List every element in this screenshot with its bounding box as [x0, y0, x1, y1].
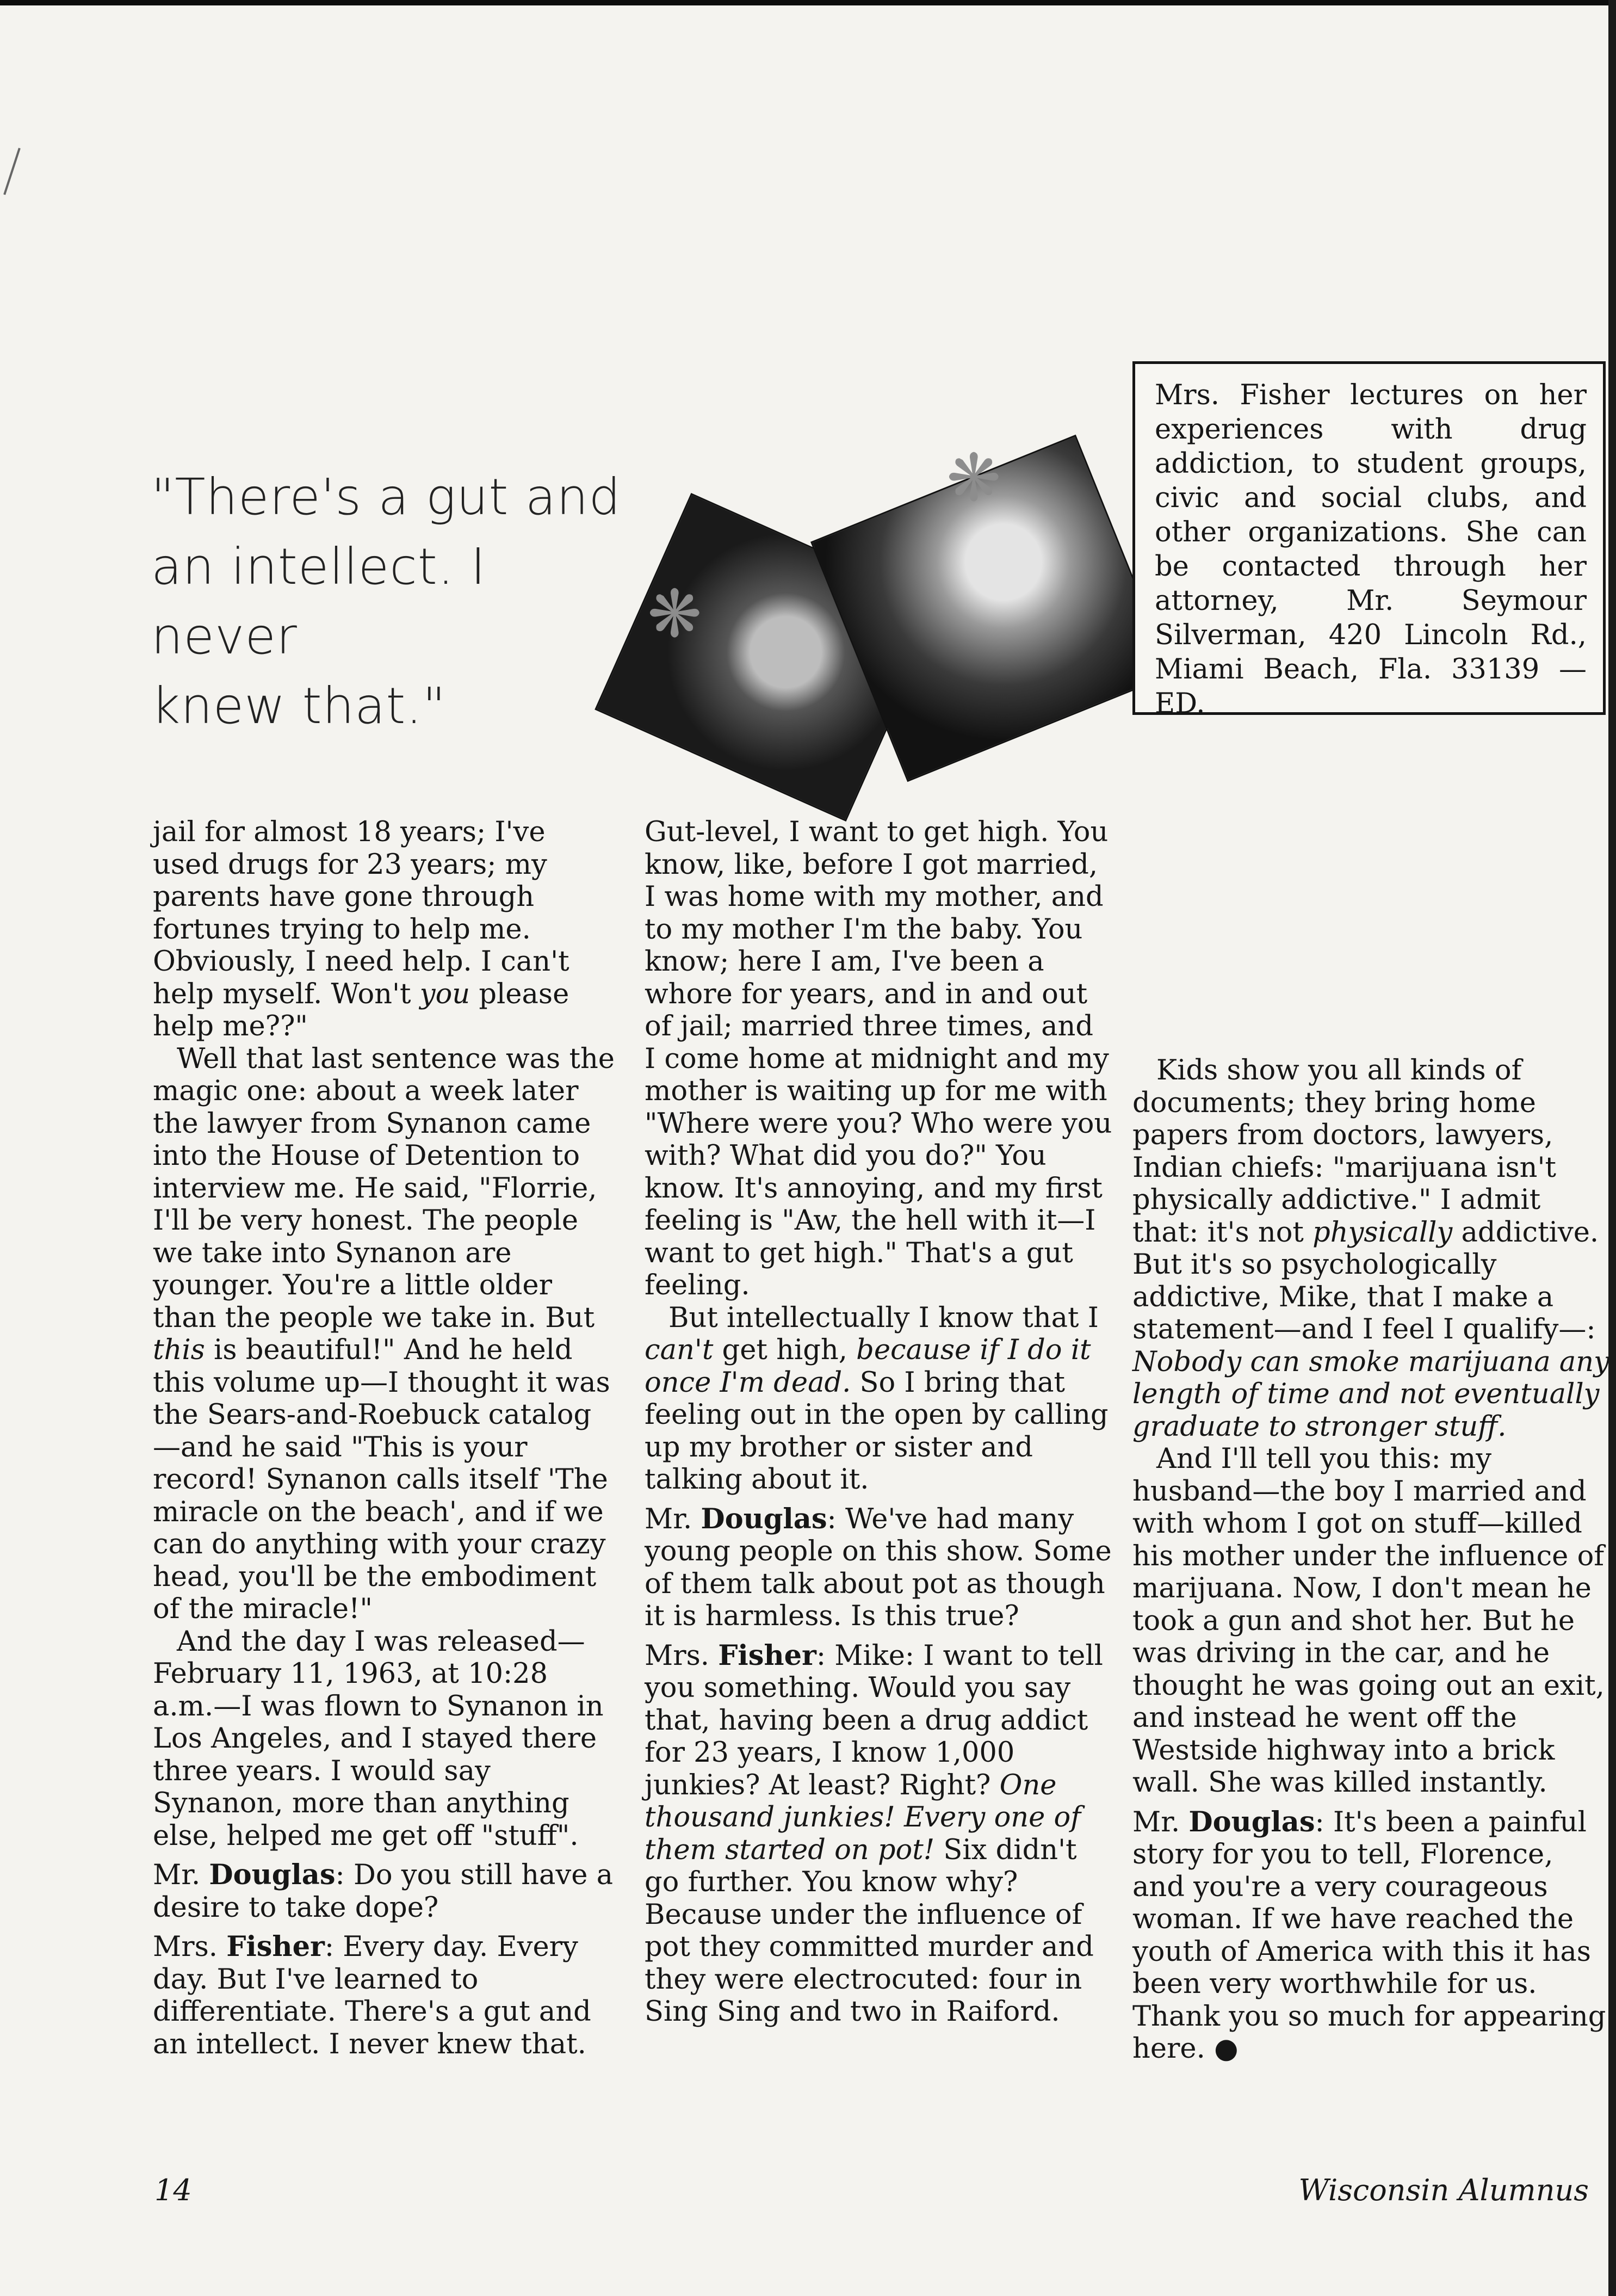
article-column-2	[645, 816, 1112, 2028]
photo-collage	[598, 441, 1153, 838]
emphasis: physically	[1312, 1216, 1453, 1249]
editor-note-box	[1132, 361, 1606, 720]
emphasis: can't	[645, 1334, 714, 1366]
paragraph: And the day I was released—February 11, 1963, at 10:28 a.m.—I was flown to Synanon in Los Angeles, and I stayed there three years. I would say Synanon, more than anything else, helped me get off "stuff".	[153, 1625, 604, 1852]
interview-answer: Mrs. Fisher: Every day. Every day. But I've learned to differentiate. There's a gut and an intellect. I never knew that.	[153, 1930, 591, 2060]
interview-question: Mr. Douglas: It's been a painful story for you to tell, Florence, and you're a very courageous woman. If we have reached the youth of America with this it has been very worthwhile for us. Thank you so much for appearing here. ●	[1132, 1805, 1606, 2065]
paragraph: jail for almost 18 years; I've used drugs for 23 years; my parents have gone through fortunes trying to help me. Obviously, I need help. I can't help myself. Won't you please help me??"	[153, 816, 569, 1042]
speaker-name: Douglas	[209, 1859, 336, 1891]
emphasis: because if I do it once I'm dead.	[645, 1334, 1091, 1399]
pull-quote	[151, 462, 641, 741]
page-top-edge	[0, 0, 1616, 5]
flower-decoration-icon: ❋	[946, 441, 1001, 516]
speaker-name: Fisher	[718, 1639, 816, 1672]
margin-pencil-mark	[3, 148, 21, 195]
article-column-1	[153, 816, 615, 2060]
emphasis: One thousand junkies! Every one of them started on pot!	[645, 1769, 1081, 1866]
paragraph: But intellectually I know that I can't get high, because if I do it once I'm dead. So I bring that feeling out in the open by calling up my brother or sister and talking about it.	[645, 1301, 1109, 1496]
flower-decoration-icon: ❋	[647, 577, 702, 652]
paragraph: And I'll tell you this: my husband—the boy I married and with whom I got on stuff—killed his mother under the influence of marijuana. Now, I don't mean he took a gun and shot her. But he was driving in the car, and he thought he was going out an exit, and instead he went off the Westside highway into a brick wall. She was killed instantly.	[1132, 1443, 1605, 1799]
pull-quote-line-3: knew that."	[151, 677, 447, 735]
editor-note-text: Mrs. Fisher lectures on her experiences with drug addiction, to student groups, civic and social clubs, and other organizations. She can be contacted through her attorney, Mr. Seymour Silverman, 420 Lincoln Rd., Miami Beach, Fla. 33139 —ED.	[1155, 379, 1587, 720]
magazine-title: Wisconsin Alumnus	[1298, 2173, 1589, 2207]
pull-quote-line-1: "There's a gut and	[151, 468, 621, 526]
page-number: 14	[154, 2173, 192, 2207]
emphasis: you	[419, 978, 470, 1010]
paragraph: Gut-level, I want to get high. You know, like, before I got married, I was home with my mother, and to my mother I'm the baby. You know; here I am, I've been a whore for years, and in and out of jail; married three times, and I come home at midnight and my mother is waiting up for me with "Where were you? Who were you with? What did you do?" You know. It's annoying, and my first feeling is "Aw, the hell with it—I want to get high." That's a gut feeling.	[645, 816, 1112, 1301]
interview-answer: Mrs. Fisher: Mike: I want to tell you something. Would you say that, having been a drug addict for 23 years, I know 1,000 junkies? At least? Right? One thousand junkies! Every one of them started on pot! Six didn't go further. You know why? Because under the influence of pot they committed murder and they were electrocuted: four in Sing Sing and two in Raiford.	[645, 1639, 1103, 2028]
speaker-name: Douglas	[1188, 1805, 1315, 1838]
pull-quote-line-2: an intellect. I never	[151, 538, 486, 665]
paragraph: Well that last sentence was the magic one: about a week later the lawyer from Synanon came into the House of Detention to interview me. He said, "Florrie, I'll be very honest. The people we take into Synanon are younger. You're a little older than the people we take in. But this is beautiful!" And he held this volume up—I thought it was the Sears-and-Roebuck catalog—and he said "This is your record! Synanon calls itself 'The miracle on the beach', and if we can do anything with your crazy head, you'll be the embodiment of the miracle!"	[153, 1042, 615, 1625]
paragraph: Kids show you all kinds of documents; they bring home papers from doctors, lawyers, Indian chiefs: "marijuana isn't physically addictive." I admit that: it's not physically addictive. But it's so psychologically addictive, Mike, that I make a statement—and I feel I qualify—: Nobody can smoke marijuana any length of time and not eventually graduate to stronger stuff.	[1132, 1054, 1609, 1443]
emphasis: Nobody can smoke marijuana any length of time and not eventually graduate to stronger stuff.	[1132, 1345, 1609, 1443]
interview-question: Mr. Douglas: Do you still have a desire to take dope?	[153, 1859, 613, 1924]
emphasis: this	[153, 1334, 205, 1366]
speaker-name: Douglas	[701, 1502, 827, 1535]
speaker-name: Fisher	[226, 1930, 325, 1963]
article-column-3	[1132, 1054, 1611, 2065]
interview-question: Mr. Douglas: We've had many young people on this show. Some of them talk about pot as though it is harmless. Is this true?	[645, 1502, 1112, 1632]
